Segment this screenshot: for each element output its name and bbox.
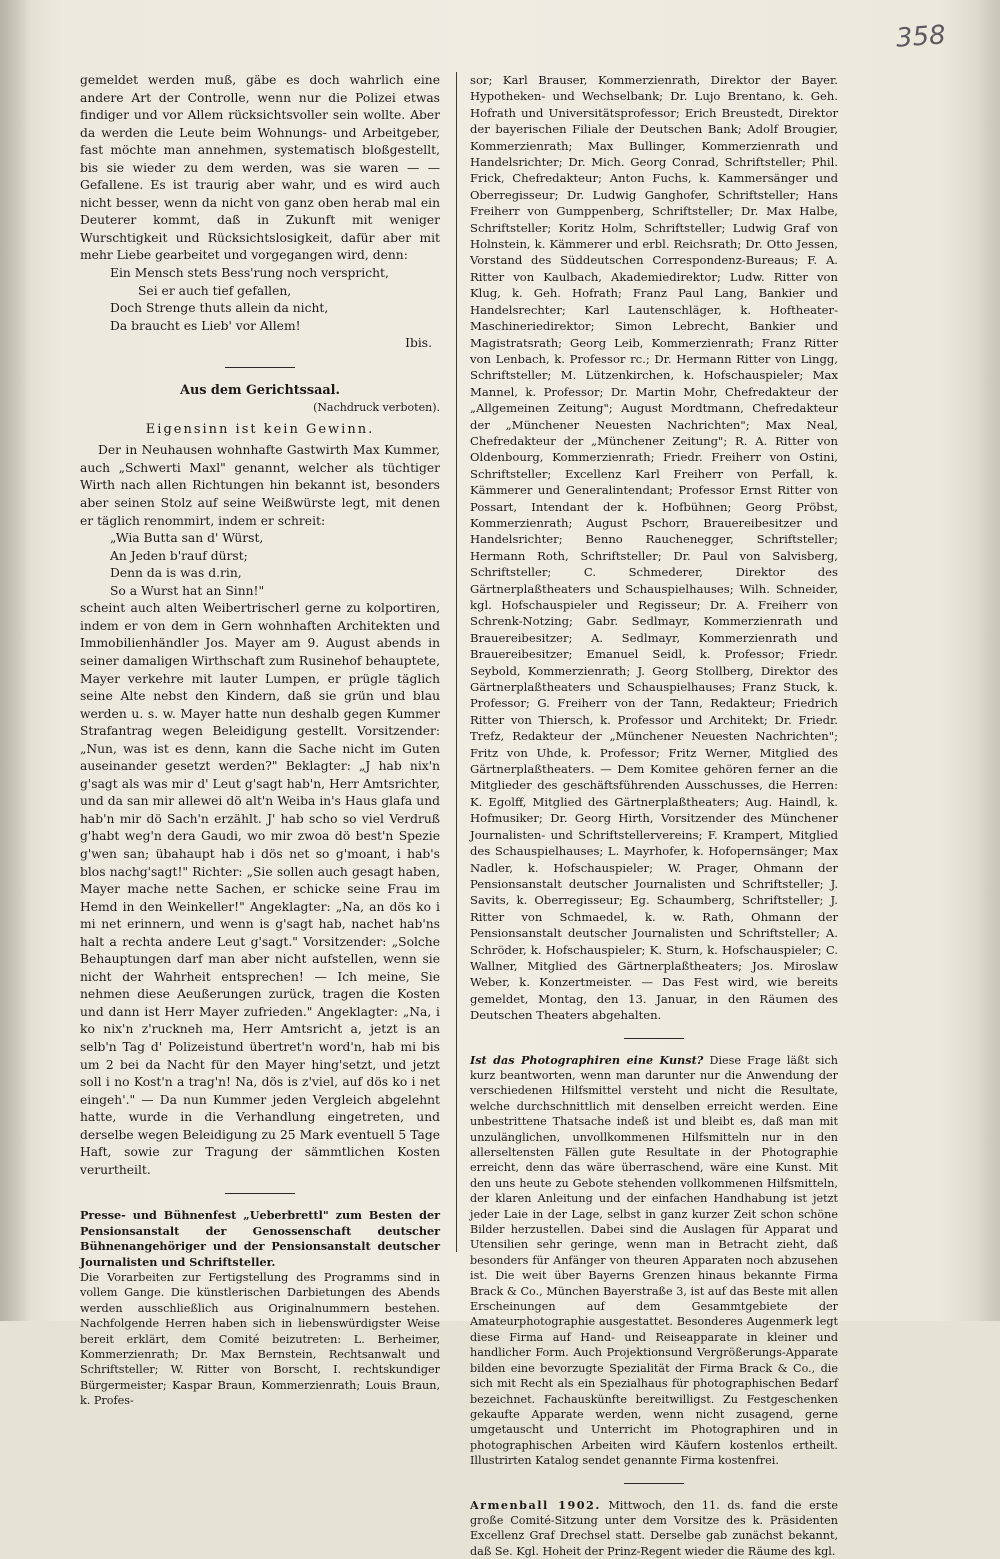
column-divider bbox=[456, 72, 457, 1252]
article-continuation: gemeldet werden muß, gäbe es doch wahrlich eine andere Art der Controlle, wenn nur die Polizei etwas findiger und vor Allem rücksichtsvoller sein wollte. Aber da werden die Leute beim Wohnungs- und Arbeitgeber, fast möchte man annehmen, systematisch bloßgestellt, bis sie wieder zu dem werden, was sie waren — — Gefallene. Es ist traurig aber wahr, und es wird auch nicht besser, wenn da nicht von ganz oben herab mal ein Deuterer kommt, daß in Zukunft mit weniger Wurschtigkeit und Rücksichtslosigkeit, dafür aber mit mehr Liebe gearbeitet und vorgegangen wird, denn: bbox=[80, 73, 440, 263]
story-title: Eigensinn ist kein Gewinn. bbox=[145, 421, 375, 437]
author-signature: Ibis. bbox=[405, 336, 432, 351]
section-rule bbox=[624, 1483, 684, 1484]
verse-line: An Jeden b'rauf dürst; bbox=[110, 548, 248, 563]
verse bbox=[110, 265, 440, 335]
section-rule bbox=[624, 1038, 684, 1039]
story-verse bbox=[110, 530, 440, 600]
photo-paragraph: Diese Frage läßt sich kurz beantworten, wenn man darunter nur die Anwendung der verschiedenen Hilfsmittel versteht und nicht die Resultate, welche durchschnittlich mit denselben erreicht werden. Eine unbestrittene Thatsache indeß ist und bleibt es, daß man mit unzulänglichen, unvollkommenen Hilfsmitteln nur in den allerseltensten Fällen gute Resultate in der Photographie erreicht, denn das wäre überraschend, wäre eine Kunst. Mit den uns heute zu Gebote stehenden vollkommenen Hilfsmitteln, der klaren Anleitung und der einfachen Handhabung ist jetzt jeder Laie in der Lage, selbst in ganz kurzer Zeit schon schöne Bilder herzustellen. Dabei sind die Auslagen für Apparat und Utensilien sehr geringe, wenn man in Betracht zieht, daß besonders für Anfänger von theuren Apparaten noch abzusehen ist. Die weit über Bayerns Grenzen hinaus bekannte Firma Brack & Co., München Bayerstraße 3, ist auf das Beste mit allen Erscheinungen auf dem Gesammtgebiete der Amateurphotographie ausgestattet. Besonderes Augenmerk legt diese Firma auf Hand- und Reiseapparate in kleiner und handlicher Form. Auch Projektionsund Vergrößerungs-Apparate bilden eine bevorzugte Spezialität der Firma Brack & Co., die sich mit Recht als ein Spezialhaus für photographischen Bedarf bezeichnet. Fachauskünfte bereitwilligst. Zu Festgeschenken gekaufte Apparate werden, wenn nicht zusagend, gerne umgetauscht und Unterricht im Photographiren und in photographischen Arbeiten wird Käufern kostenlos ertheilt. Illustrirten Katalog sendet genannte Firma kostenfrei. bbox=[470, 1053, 838, 1468]
story-paragraph: Der in Neuhausen wohnhafte Gastwirth Max Kummer, auch „Schwerti Maxl" genannt, welcher als tüchtiger Wirth nach allen Richtungen hin bekannt ist, besonders aber seinen Stolz auf seine Weißwürste legt, mit denen er täglich renommirt, indem er schreit: bbox=[80, 443, 440, 528]
photo-heading: Ist das Photographiren eine Kunst? bbox=[470, 1052, 704, 1067]
armenball-paragraph: Mittwoch, den 11. ds. fand die erste große Comité-Sitzung unter dem Vorsitze des k. Präsidenten Excellenz Graf Drechsel statt. Derselbe gab zunächst bekannt, daß Se. Kgl. Hoheit der Prinz-Regent wieder die Räume des kgl. bbox=[470, 1498, 838, 1558]
verse-line: „Wia Butta san d' Würst, bbox=[110, 531, 264, 546]
story-paragraph: scheint auch alten Weibertrischerl gerne zu kolportiren, indem er von dem in Gern wohnhaften Architekten und Immobilienhändler Jos. Mayer am 9. August abends in seiner damaligen Wirthschaft zum Rusinehof behauptete, Mayer verkehre mit lauter Lumpen, er prügle täglich seine Alte nebst den Kindern, daß sie grün und blau werden u. s. w. Mayer hatte nun deshalb gegen Kummer Strafantrag wegen Beleidigung gestellt. Vorsitzender: „Nun, was ist es denn, kann die Sache nicht im Guten auseinander gesetzt werden?" Beklagter: „J hab nix'n g'sagt als was mir d' Leut g'sagt hab'n, Herr Amtsrichter, und da san mir allewei dö alt'n Weiba in's Haus glafa und hab'n mir dö Sach'n erzählt. J' hab scho so viel Verdruß g'habt weg'n dera Gaudi, wo mir zwoa dö best'n Spezie g'wen san; übahaupt hab i dös net so g'moant, i hab's blos nachg'sagt!" Richter: „Sie sollen auch gesagt haben, Mayer mache nette Sachen, er schicke seine Frau im Hemd in den Weinkeller!" Angeklagter: „Na, an dös ko i mi net erinnern, und wenn is g'sagt hab, nachet hab'ns halt a rechta andere Leut g'sagt." Vorsitzender: „Solche Behauptungen darf man aber nicht aufstellen, wenn sie nicht der Wahrheit entsprechen! — Ich meine, Sie nehmen diese Aeußerungen zurück, tragen die Kosten und dann ist Herr Mayer zufrieden." Angeklagter: „Na, i ko nix'n z'ruckneh ma, Herr Amtsricht a, jetzt is an selb'n Tag d' Polizeistund übertret'n word'n, hab mi bis um 2 bei da Nacht für den Mayer hing'setzt, und jetzt soll i no Kost'n a trag'n! Na, dös is z'viel, auf dös ko i net eingeh'." — Da nun Kummer jeden Vergleich abgelehnt hatte, wurde in die Verhandlung eingetreten, und derselbe wegen Beleidigung zu 25 Mark eventuell 5 Tage Haft, sowie zur Tragung der sämmtlichen Kosten verurtheilt. bbox=[80, 601, 440, 1177]
binding-shadow bbox=[0, 0, 30, 1321]
presse-heading: Presse- und Bühnenfest „Ueberbrettl" zum Besten der Pensionsanstalt der Genossenschaft deutscher Bühnenangehöriger und der Pensionsanstalt deutscher Journalisten und Schriftsteller. bbox=[80, 1208, 440, 1269]
section-rule bbox=[225, 1193, 295, 1194]
left-column bbox=[80, 72, 440, 1409]
verse-line: Doch Strenge thuts allein da nicht, bbox=[110, 301, 329, 316]
presse-paragraph: Die Vorarbeiten zur Fertigstellung des Programms sind in vollem Gange. Die künstlerischen Darbietungen des Abends werden ausschließlich aus Originalnummern bestehen. Nachfolgende Herren haben sich in liebenswürdigster Weise bereit erklärt, dem Comité beizutreten: L. Berheimer, Kommerzienrath; Dr. Max Bernstein, Rechtsanwalt und Schriftsteller; W. Ritter von Borscht, I. rechtskundiger Bürgermeister; Kaspar Braun, Kommerzienrath; Louis Braun, k. Profes- bbox=[80, 1270, 440, 1408]
committee-list: sor; Karl Brauser, Kommerzienrath, Direktor der Bayer. Hypotheken- und Wechselbank; Dr. Lujo Brentano, k. Geh. Hofrath und Universitätsprofessor; Erich Breustedt, Direktor der bayerischen Filiale der Deutschen Bank; Adolf Brougier, Kommerzienrath; Max Bullinger, Kommerzienrath und Handelsrichter; Dr. Mich. Georg Conrad, Schriftsteller; Phil. Frick, Chefredakteur; Anton Fuchs, k. Kammersänger und Oberregisseur; Dr. Ludwig Ganghofer, Schriftsteller; Hans Freiherr von Gumppenberg, Schriftsteller; Dr. Max Halbe, Schriftsteller; Koritz Holm, Schriftsteller; Ludwig Graf von Holnstein, k. Kämmerer und erbl. Reichsrath; Dr. Otto Jessen, Vorstand des Süddeutschen Correspondenz-Bureaus; F. A. Ritter von Kaulbach, Akademiedirektor; Ludw. Ritter von Klug, k. Geh. Hofrath; Franz Paul Lang, Bankier und Handelsrechter; Karl Lautenschläger, k. Hoftheater-Maschineriedirektor; Simon Lebrecht, Bankier und Magistratsrath; Georg Leib, Kommerzienrath; Franz Ritter von Lenbach, k. Professor rc.; Dr. Hermann Ritter von Lingg, Schriftsteller; M. Lützenkirchen, k. Hofschauspieler; Max Mannel, k. Professor; Dr. Martin Mohr, Chefredakteur der „Allgemeinen Zeitung"; August Mordtmann, Chefredakteur der „Münchener Neuesten Nachrichten"; Max Neal, Chefredakteur der „Münchener Zeitung"; R. A. Ritter von Oldenbourg, Kommerzienrath; Friedr. Freiherr von Ostini, Schriftsteller; Excellenz Karl Freiherr von Perfall, k. Kämmerer und Generalintendant; Professor Ernst Ritter von Possart, Intendant der k. Hofbühnen; Georg Pröbst, Kommerzienrath; August Pschorr, Brauereibesitzer und Handelsrichter; Benno Rauchenegger, Schriftsteller; Hermann Roth, Schriftsteller; Dr. Paul von Salvisberg, Schriftsteller; C. Schmederer, Direktor des Gärtnerplaßtheaters und Schauspielhauses; Wilh. Schneider, kgl. Hofschauspieler und Regisseur; Dr. A. Freiherr von Schrenk-Notzing; Gabr. Sedlmayr, Kommerzienrath und Brauereibesitzer; A. Sedlmayr, Kommerzienrath und Brauereibesitzer; Emanuel Seidl, k. Professor; Friedr. Seybold, Kommerzienrath; J. Georg Stollberg, Direktor des Gärtnerplaßtheaters und Schauspielhauses; Franz Stuck, k. Professor; G. Freiherr von der Tann, Redakteur; Friedrich Ritter von Thiersch, k. Professor und Architekt; Dr. Friedr. Trefz, Redakteur der „Münchener Neuesten Nachrichten"; Fritz von Uhde, k. Professor; Fritz Werner, Mitglied des Gärtnerplaßtheaters. — Dem Komitee gehören ferner an die Mitglieder des geschäftsführenden Ausschusses, die Herren: K. Egolff, Mitglied des Gärtnerplaßtheaters; Aug. Haindl, k. Hofmusiker; Dr. Georg Hirth, Vorsitzender des Münchener Journalisten- und Schriftstellervereins; F. Krampert, Mitglied des Schauspielhauses; L. Mayrhofer, k. Hofopernsänger; Max Nadler, k. Hofschauspieler; W. Prager, Ohmann der Pensionsanstalt deutscher Journalisten und Schriftsteller; J. Savits, k. Oberregisseur; Eg. Schaumberg, Schriftsteller; J. Ritter von Schmaedel, k. w. Rath, Ohmann der Pensionsanstalt deutscher Journalisten und Schriftsteller; A. Schröder, k. Hofschauspieler; K. Sturn, k. Hofschauspieler; C. Wallner, Mitglied des Gärtnerplaßtheaters; Jos. Miroslaw Weber, k. Konzertmeister. — Das Fest wird, wie bereits gemeldet, Montag, den 13. Januar, in den Räumen des Deutschen Theaters abgehalten. bbox=[470, 73, 838, 1023]
verse-line: Da braucht es Lieb' vor Allem! bbox=[110, 318, 301, 333]
page-edge bbox=[978, 0, 1000, 1321]
verse-line: Sei er auch tief gefallen, bbox=[138, 283, 292, 298]
armenball-heading: Armenball 1902. bbox=[470, 1497, 601, 1512]
section-rule bbox=[225, 367, 295, 368]
handwritten-page-number: 358 bbox=[895, 20, 947, 54]
verse-line: Ein Mensch stets Bess'rung noch verspricht, bbox=[110, 266, 389, 281]
verse-line: Denn da is was d.rin, bbox=[110, 566, 242, 581]
section-heading: Aus dem Gerichtssaal. bbox=[180, 382, 340, 398]
reprint-note: (Nachdruck verboten). bbox=[313, 401, 440, 415]
right-column bbox=[470, 72, 838, 1559]
verse-line: So a Wurst hat an Sinn!" bbox=[110, 583, 265, 598]
